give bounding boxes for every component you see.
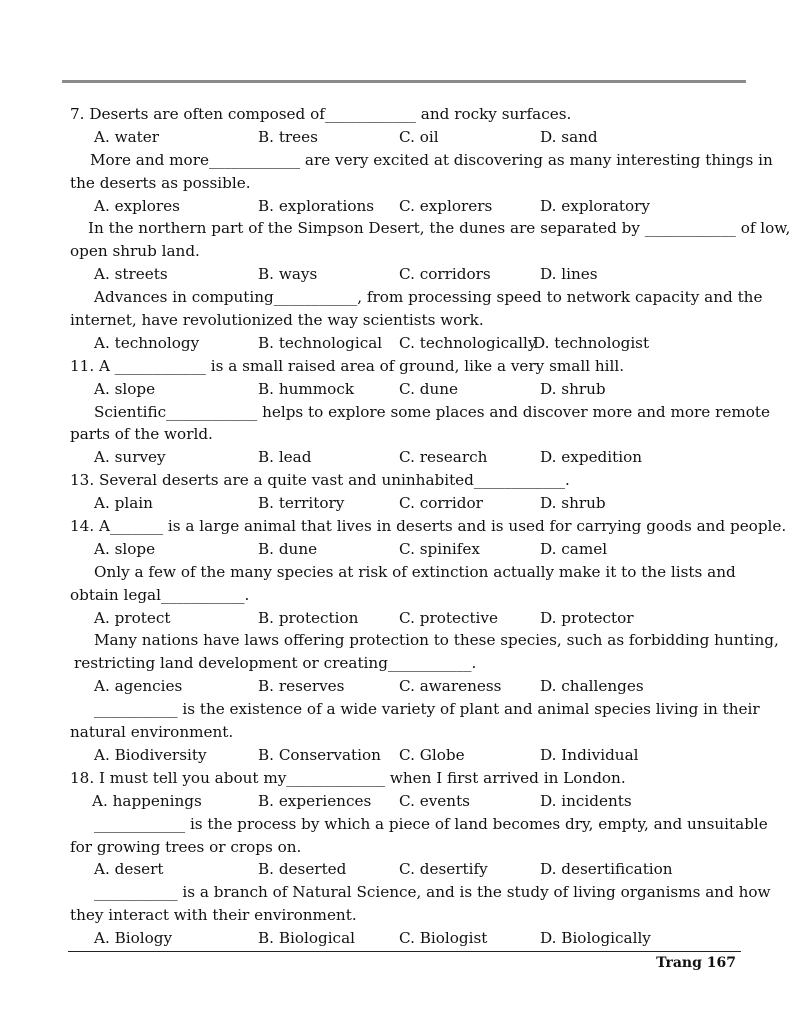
worksheet xyxy=(70,103,791,950)
option-b: B. explorations xyxy=(258,196,375,215)
question-stem-cont: they interact with their environment. xyxy=(70,906,357,925)
option-a: A. water xyxy=(94,127,160,146)
question-14 xyxy=(70,515,787,561)
option-a: A. Biodiversity xyxy=(94,745,207,764)
question-9 xyxy=(70,217,791,286)
option-d: D. expedition xyxy=(540,448,643,467)
option-d: D. camel xyxy=(540,539,608,558)
option-b: B. reserves xyxy=(258,677,345,696)
option-a: A. slope xyxy=(94,379,156,398)
option-a: A. survey xyxy=(94,448,166,467)
option-b: B. lead xyxy=(258,448,312,467)
option-d: D. technologist xyxy=(533,333,650,352)
option-c: C. protective xyxy=(399,608,498,627)
option-c: C. awareness xyxy=(399,677,502,696)
option-b: B. territory xyxy=(258,494,345,513)
options-row xyxy=(70,195,740,218)
options-row xyxy=(70,378,740,401)
footer-rule xyxy=(68,951,741,952)
question-13 xyxy=(70,469,740,515)
question-20 xyxy=(70,881,771,950)
option-b: B. technological xyxy=(258,333,383,352)
option-d: D. desertification xyxy=(540,860,673,879)
option-b: B. trees xyxy=(258,127,318,146)
question-stem: 18. I must tell you about my_____________ when I first arrived in London. xyxy=(70,768,626,787)
question-7 xyxy=(70,103,740,149)
question-stem: ____________ is the process by which a piece of land becomes dry, empty, and unsuitable xyxy=(94,814,768,833)
question-11 xyxy=(70,355,740,401)
option-d: D. Biologically xyxy=(540,929,651,948)
option-c: C. dune xyxy=(399,379,459,398)
options-row xyxy=(70,744,740,767)
option-b: B. dune xyxy=(258,539,318,558)
options-row xyxy=(70,927,740,950)
option-a: A. streets xyxy=(94,265,168,284)
question-16 xyxy=(70,629,779,698)
question-10 xyxy=(70,286,763,355)
option-a: A. technology xyxy=(94,333,200,352)
option-a: A. happenings xyxy=(92,791,202,810)
option-b: B. protection xyxy=(258,608,359,627)
question-stem-cont: parts of the world. xyxy=(70,425,213,444)
option-d: D. protector xyxy=(540,608,634,627)
question-stem: 7. Deserts are often composed of____________ and rocky surfaces. xyxy=(70,105,572,123)
header-rule xyxy=(62,80,746,83)
question-stem: Advances in computing___________, from processing speed to network capacity and the xyxy=(94,288,763,307)
option-c: C. events xyxy=(399,791,470,810)
question-stem: Only a few of the many species at risk of extinction actually make it to the lists and xyxy=(94,562,736,581)
options-row xyxy=(70,446,740,469)
options-row xyxy=(70,263,740,286)
option-d: D. sand xyxy=(540,127,598,146)
question-stem-cont: open shrub land. xyxy=(70,242,200,261)
option-a: A. Biology xyxy=(94,929,173,948)
option-a: A. plain xyxy=(94,494,153,513)
question-stem: ___________ is a branch of Natural Science, and is the study of living organisms and how xyxy=(94,883,771,902)
question-stem-cont: natural environment. xyxy=(70,723,234,742)
question-stem-cont: internet, have revolutionized the way scientists work. xyxy=(70,311,484,330)
question-stem: 11. A ____________ is a small raised area of ground, like a very small hill. xyxy=(70,356,625,375)
option-c: C. technologically xyxy=(399,333,537,352)
option-c: C. oil xyxy=(399,127,439,146)
option-a: A. agencies xyxy=(94,677,183,696)
option-a: A. slope xyxy=(94,539,156,558)
options-row xyxy=(70,492,740,515)
option-b: B. hummock xyxy=(258,379,355,398)
option-c: C. Biologist xyxy=(399,929,488,948)
question-stem: ___________ is the existence of a wide variety of plant and animal species living in their xyxy=(94,700,760,719)
question-stem: Scientific____________ helps to explore some places and discover more and more remote xyxy=(94,402,770,421)
option-c: C. Globe xyxy=(399,745,465,764)
options-row xyxy=(70,538,740,561)
option-a: A. protect xyxy=(94,608,171,627)
question-17 xyxy=(70,698,760,767)
option-a: A. desert xyxy=(94,860,164,879)
question-15 xyxy=(70,561,740,630)
question-stem: Many nations have laws offering protection to these species, such as forbidding hunting, xyxy=(94,631,779,650)
question-18 xyxy=(70,767,740,813)
option-d: D. Individual xyxy=(540,745,639,764)
option-d: D. lines xyxy=(540,265,598,284)
option-c: C. corridor xyxy=(399,494,483,513)
options-row xyxy=(70,126,740,149)
option-d: D. incidents xyxy=(540,791,632,810)
question-19 xyxy=(70,813,768,882)
page-number: Trang 167 xyxy=(656,955,736,971)
question-stem: In the northern part of the Simpson Desert, the dunes are separated by ____________ of low, xyxy=(88,219,791,238)
question-stem-cont: restricting land development or creating___________. xyxy=(74,654,477,673)
option-c: C. desertify xyxy=(399,860,488,879)
question-12 xyxy=(70,401,770,470)
option-d: D. exploratory xyxy=(540,196,650,215)
option-b: B. deserted xyxy=(258,860,347,879)
option-c: C. corridors xyxy=(399,265,491,284)
question-stem-cont: the deserts as possible. xyxy=(70,173,251,192)
options-row xyxy=(70,858,740,881)
option-b: B. Biological xyxy=(258,929,355,948)
option-a: A. explores xyxy=(94,196,180,215)
option-b: B. experiences xyxy=(258,791,372,810)
question-stem: More and more____________ are very excited at discovering as many interesting things in xyxy=(90,150,773,169)
options-row xyxy=(70,675,740,698)
question-8 xyxy=(70,149,773,218)
question-stem: 13. Several deserts are a quite vast and uninhabited____________. xyxy=(70,471,570,490)
options-row xyxy=(70,790,740,813)
option-d: D. shrub xyxy=(540,379,606,398)
option-d: D. shrub xyxy=(540,494,606,513)
question-stem-cont: for growing trees or crops on. xyxy=(70,837,302,856)
option-c: C. explorers xyxy=(399,196,493,215)
option-c: C. research xyxy=(399,448,488,467)
option-b: B. Conservation xyxy=(258,745,381,764)
option-d: D. challenges xyxy=(540,677,644,696)
question-stem: 14. A_______ is a large animal that lives in deserts and is used for carrying goods and people. xyxy=(70,517,787,536)
options-row xyxy=(70,332,740,355)
question-stem-cont: obtain legal___________. xyxy=(70,585,250,604)
option-b: B. ways xyxy=(258,265,318,284)
options-row xyxy=(70,607,740,630)
option-c: C. spinifex xyxy=(399,539,480,558)
